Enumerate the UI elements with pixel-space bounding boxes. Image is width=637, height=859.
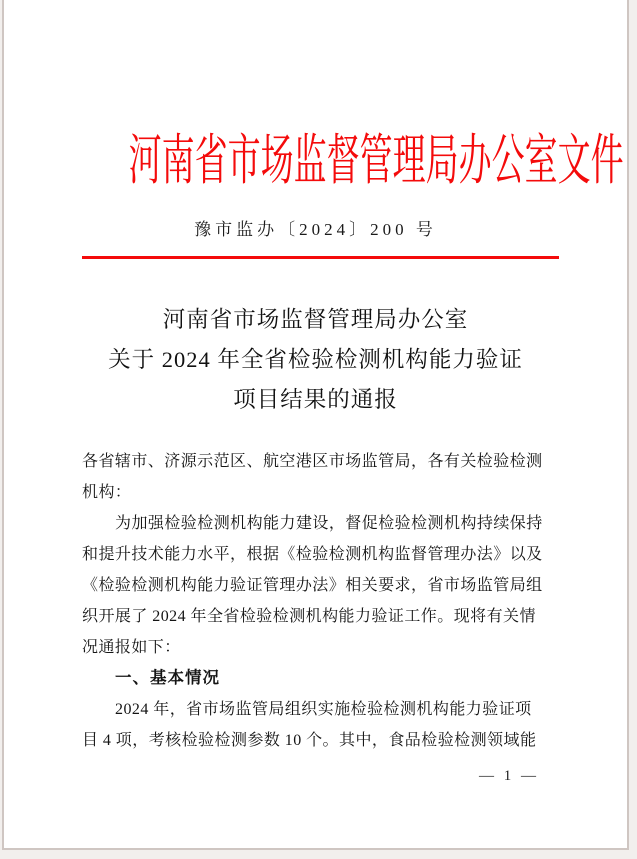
body-line-para2-2: 目 4 项，考核检验检测参数 10 个。其中，食品检验检测领域能: [82, 732, 537, 749]
red-divider-rule: [82, 256, 559, 259]
document-title: [4, 300, 627, 420]
title-line-3: 项目结果的通报: [233, 387, 398, 412]
page-number: — 1 —: [479, 768, 539, 784]
body-line-para1-5: 况通报如下：: [82, 639, 181, 656]
body-line-para1-1: 为加强检验检测机构能力建设，督促检验检测机构持续保持: [115, 515, 543, 532]
document-number: 豫市监办〔2024〕200 号: [194, 220, 437, 239]
body-line-addressee-1: 各省辖市、济源示范区、航空港区市场监管局，各有关检验检测: [82, 453, 543, 470]
body-line-para2-1: 2024 年，省市场监管局组织实施检验检测机构能力验证项: [115, 701, 532, 718]
red-header-banner: 河南省市场监督管理局办公室文件: [128, 130, 624, 191]
body-line-addressee-2: 机构：: [82, 484, 132, 501]
document-body: [82, 446, 562, 756]
title-line-2: 关于 2024 年全省检验检测机构能力验证: [108, 347, 523, 372]
section-heading-basic-situation: 一、基本情况: [115, 669, 220, 687]
body-line-para1-2: 和提升技术能力水平，根据《检验检测机构监督管理办法》以及: [82, 546, 543, 563]
body-line-para1-4: 织开展了 2024 年全省检验检测机构能力验证工作。现将有关情: [82, 608, 536, 625]
document-page: [2, 0, 629, 850]
body-line-para1-3: 《检验检测机构能力验证管理办法》相关要求，省市场监管局组: [82, 577, 543, 594]
title-line-1: 河南省市场监督管理局办公室: [162, 307, 469, 332]
